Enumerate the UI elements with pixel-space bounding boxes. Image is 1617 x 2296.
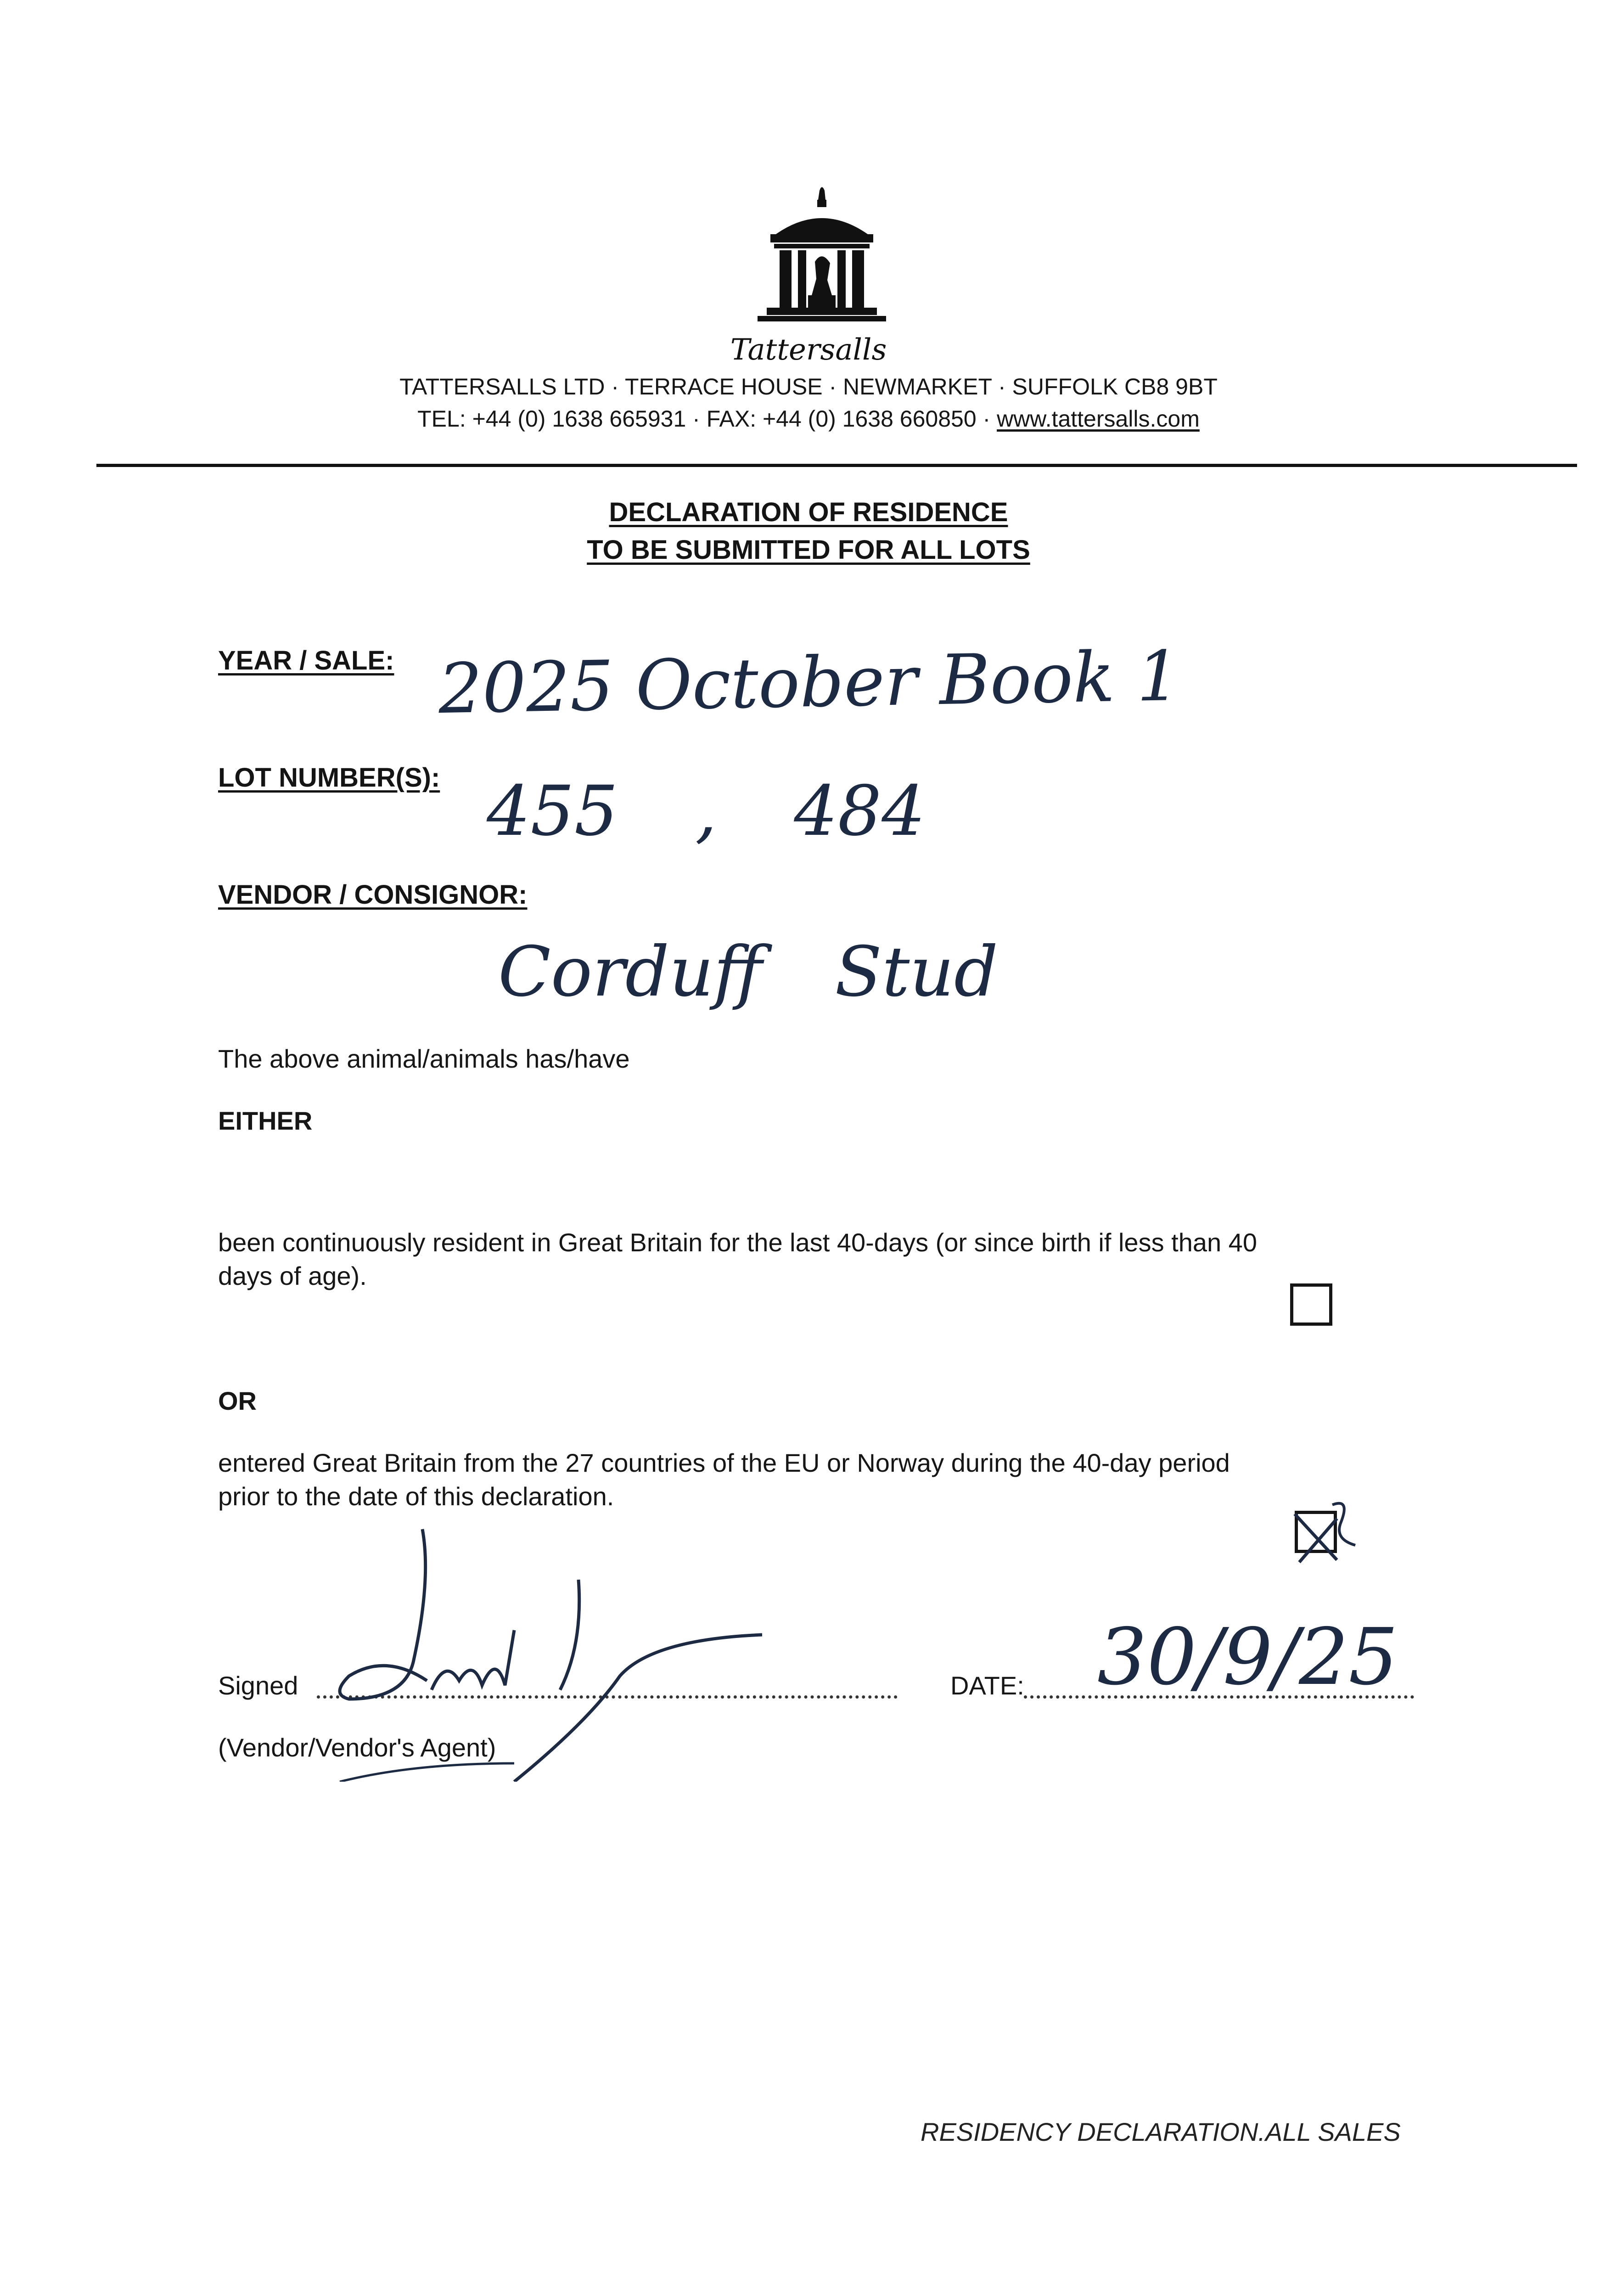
- form-title-line-2: TO BE SUBMITTED FOR ALL LOTS: [587, 535, 1030, 565]
- header-divider: [96, 464, 1577, 467]
- or-heading: OR: [218, 1386, 257, 1415]
- intro-text: The above animal/animals has/have: [218, 1044, 630, 1073]
- website-link[interactable]: www.tattersalls.com: [997, 406, 1200, 432]
- year-sale-value: 2025 October Book 1: [438, 636, 1181, 730]
- option-1-checkbox[interactable]: [1290, 1283, 1332, 1326]
- company-address: TATTERSALLS LTD · TERRACE HOUSE · NEWMARKET · SUFFOLK CB8 9BT: [399, 374, 1218, 400]
- brand-name: Tattersalls: [730, 333, 887, 367]
- role-note: (Vendor/Vendor's Agent): [218, 1733, 496, 1762]
- vendor-consignor-label: VENDOR / CONSIGNOR:: [218, 880, 528, 910]
- check-mark-icon: [1286, 1496, 1355, 1569]
- lot-numbers-value: 455 , 484: [487, 771, 926, 851]
- form-title: [0, 494, 1617, 569]
- form-footer-name: RESIDENCY DECLARATION.ALL SALES: [921, 2117, 1401, 2146]
- option-2-checkbox[interactable]: [1295, 1511, 1337, 1553]
- lot-numbers-label: LOT NUMBER(S):: [218, 763, 440, 793]
- date-value: 30/9/25: [1097, 1612, 1398, 1703]
- option-1-line-1: been continuously resident in Great Britain for the last 40-days (or since birth if less than 40: [218, 1228, 1257, 1257]
- option-1-line-2: days of age).: [218, 1261, 367, 1290]
- tattersalls-logo-icon: [758, 181, 886, 328]
- either-heading: EITHER: [218, 1106, 313, 1135]
- contact-line: [0, 404, 1617, 434]
- form-title-line-1: DECLARATION OF RESIDENCE: [609, 497, 1008, 527]
- date-label: DATE:: [950, 1671, 1024, 1700]
- signed-label: Signed: [218, 1671, 298, 1700]
- year-sale-label: YEAR / SALE:: [218, 646, 394, 675]
- option-1-text: [218, 1226, 1257, 1293]
- vendor-consignor-value: Corduff Stud: [498, 932, 999, 1012]
- option-2-line-1: entered Great Britain from the 27 countries of the EU or Norway during the 40-day period: [218, 1448, 1230, 1477]
- option-2-text: [218, 1446, 1230, 1514]
- option-2-line-2: prior to the date of this declaration.: [218, 1481, 614, 1511]
- contact-numbers: TEL: +44 (0) 1638 665931 · FAX: +44 (0) 1638 660850 ·: [417, 406, 997, 432]
